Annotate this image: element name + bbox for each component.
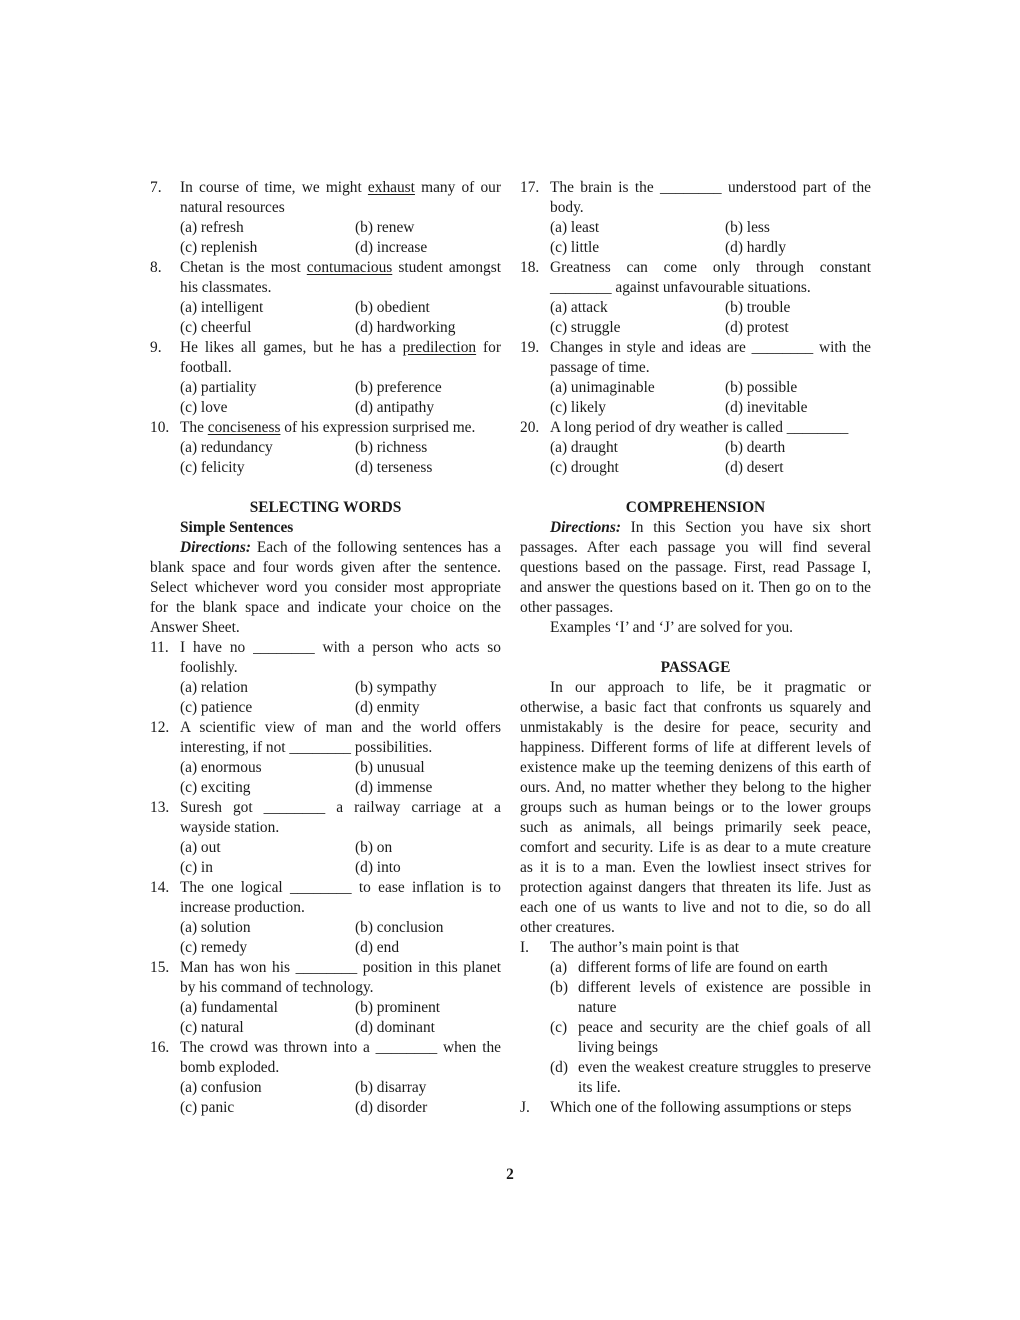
answer-options <box>180 838 501 878</box>
question-number: 13. <box>150 799 170 816</box>
answer-option: (c) panic <box>180 1099 235 1116</box>
underlined-word: predilection <box>402 339 477 356</box>
answer-option: (c) likely <box>550 399 606 416</box>
question-text <box>180 338 501 378</box>
underlined-word: conciseness <box>207 419 281 436</box>
answer-option: (a) out <box>180 839 221 856</box>
question-text <box>180 258 501 298</box>
answer-options <box>550 298 871 338</box>
answer-option: (c) patience <box>180 699 253 716</box>
question-item <box>150 338 501 418</box>
section-title: COMPREHENSION <box>625 499 766 516</box>
question-item <box>150 1038 501 1118</box>
answer-option: (a) partiality <box>180 379 257 396</box>
question-text-before: The one logical ________ to ease inflation is to increase production. <box>180 879 501 916</box>
section-title: SELECTING WORDS <box>249 499 402 516</box>
question-number: I. <box>520 939 529 956</box>
question-text <box>550 178 871 218</box>
question-text-after: of his expression surprised me. <box>280 419 476 436</box>
question-text-before: He likes all games, but he has a <box>180 339 403 356</box>
question-text-after: student amongst his classmates. <box>180 259 501 296</box>
question-text <box>180 798 501 838</box>
passage-text: In our approach to life, be it pragmatic or otherwise, a basic fact that confronts us squarely and unmistakably is the desire for peace, security and happiness. Different forms of life at different levels of existence make up the teeming denizens of this earth of ours. And, no matter whether they belong to the higher groups such as human beings or to the lower groups such as animals, all beings primarily seek peace, comfort and security. Life is as dear to a mute creature as it is to a man. Even the lowliest insect strives for protection against dangers that threaten its life. Just as each one of us wants to live and not to die, so do all other creatures. <box>520 679 871 936</box>
answer-option: (d) immense <box>355 779 433 796</box>
answer-option: (b) dearth <box>725 439 786 456</box>
directions-paragraph <box>520 518 871 618</box>
question-text-before: The brain is the ________ understood part of the body. <box>550 179 871 216</box>
option-label: (a) <box>550 959 568 976</box>
question-text <box>180 418 501 438</box>
question-number: 12. <box>150 719 170 736</box>
question-text-after: many of our natural resources <box>180 179 501 216</box>
question-text-before: The crowd was thrown into a ________ when the bomb exploded. <box>180 1039 501 1076</box>
answer-option: (c) remedy <box>180 939 248 956</box>
question-number: 15. <box>150 959 170 976</box>
answer-option <box>550 1018 871 1058</box>
answer-options <box>550 438 871 478</box>
answer-option: (d) disorder <box>355 1099 428 1116</box>
answer-option: (d) into <box>355 859 401 876</box>
page-number: 2 <box>506 1166 514 1183</box>
question-list <box>520 178 871 478</box>
option-label: (d) <box>550 1059 568 1076</box>
answer-option: (d) end <box>355 939 400 956</box>
question-item <box>520 338 871 418</box>
answer-option: (d) hardworking <box>355 319 456 336</box>
directions-label: Directions: <box>550 519 621 536</box>
question-text <box>180 638 501 678</box>
answer-option: (d) inevitable <box>725 399 808 416</box>
answer-option: (d) terseness <box>355 459 433 476</box>
answer-options <box>550 378 871 418</box>
answer-option: (a) intelligent <box>180 299 264 316</box>
question-number: 14. <box>150 879 170 896</box>
option-text: different levels of existence are possible in nature <box>578 979 871 1016</box>
question-text <box>550 418 871 438</box>
question-item <box>150 878 501 958</box>
answer-options <box>180 678 501 718</box>
answer-option: (b) conclusion <box>355 919 444 936</box>
answer-option: (a) confusion <box>180 1079 262 1096</box>
directions-label: Directions: <box>180 539 251 556</box>
answer-option: (a) fundamental <box>180 999 278 1016</box>
answer-options <box>180 918 501 958</box>
question-text-before: In course of time, we might <box>180 179 368 196</box>
question-text-before: The <box>180 419 208 436</box>
answer-option <box>550 1058 871 1098</box>
question-number: 17. <box>520 179 540 196</box>
directions-text: In this Section you have six short passages. After each passage you will find several questions based on the passage. First, read Passage I, and answer the questions based on it. Then go on to the other passages. <box>520 519 871 616</box>
answer-option: (c) natural <box>180 1019 244 1036</box>
answer-option: (a) redundancy <box>180 439 273 456</box>
question-number: 18. <box>520 259 540 276</box>
answer-option: (c) little <box>550 239 600 256</box>
question-text <box>180 1038 501 1078</box>
example-question-i <box>520 938 871 1098</box>
answer-option: (d) increase <box>355 239 428 256</box>
answer-option: (b) unusual <box>355 759 425 776</box>
question-text-before: A long period of dry weather is called ________ <box>550 419 849 436</box>
answer-option: (b) less <box>725 219 770 236</box>
question-number: 9. <box>150 339 162 356</box>
answer-options <box>180 1078 501 1118</box>
answer-option: (d) desert <box>725 459 784 476</box>
question-text <box>180 958 501 998</box>
answer-option: (b) sympathy <box>355 679 437 696</box>
answer-options <box>180 758 501 798</box>
question-item <box>520 178 871 258</box>
option-text: peace and security are the chief goals of all living beings <box>578 1019 871 1056</box>
answer-option: (a) unimaginable <box>550 379 655 396</box>
answer-option: (b) possible <box>725 379 798 396</box>
question-text-before: Greatness can come only through constant ________ against unfavourable situations. <box>550 259 871 296</box>
question-text: The author’s main point is that <box>550 939 740 956</box>
option-label: (c) <box>550 1019 568 1036</box>
question-number: 20. <box>520 419 540 436</box>
question-text-before: I have no ________ with a person who acts so foolishly. <box>180 639 501 676</box>
answer-option: (a) refresh <box>180 219 244 236</box>
subsection-title: Simple Sentences <box>180 519 294 536</box>
question-item <box>150 798 501 878</box>
question-item <box>150 638 501 718</box>
question-item <box>150 958 501 1038</box>
question-item <box>150 178 501 258</box>
answer-option: (c) felicity <box>180 459 245 476</box>
directions-paragraph <box>150 538 501 638</box>
passage-title: PASSAGE <box>660 659 731 676</box>
question-text-before: Suresh got ________ a railway carriage at a wayside station. <box>180 799 501 836</box>
answer-option <box>550 958 871 978</box>
question-number: 16. <box>150 1039 170 1056</box>
question-list <box>150 638 501 1118</box>
question-list <box>150 178 501 478</box>
answer-options <box>180 298 501 338</box>
answer-option: (c) replenish <box>180 239 258 256</box>
question-number: J. <box>520 1099 530 1116</box>
question-text-after: for football. <box>180 339 501 376</box>
answer-option: (b) richness <box>355 439 428 456</box>
answer-option: (a) attack <box>550 299 608 316</box>
answer-option: (b) renew <box>355 219 415 236</box>
question-text-before: Chetan is the most <box>180 259 307 276</box>
directions-text: Each of the following sentences has a blank space and four words given after the sentence. Select whichever word you consider most appropriate for the blank space and indicate your choice on the Answer Sheet. <box>150 539 501 636</box>
examples-note: Examples ‘I’ and ‘J’ are solved for you. <box>550 619 794 636</box>
question-text <box>180 178 501 218</box>
answer-option: (c) love <box>180 399 228 416</box>
answer-option: (b) prominent <box>355 999 441 1016</box>
underlined-word: contumacious <box>306 259 393 276</box>
question-text-before: Changes in style and ideas are ________ with the passage of time. <box>550 339 871 376</box>
answer-option: (c) in <box>180 859 213 876</box>
question-text <box>180 878 501 918</box>
answer-option: (a) draught <box>550 439 618 456</box>
example-question-j <box>520 1098 871 1118</box>
answer-options <box>180 998 501 1038</box>
answer-options <box>180 438 501 478</box>
question-number: 19. <box>520 339 540 356</box>
option-text: even the weakest creature struggles to preserve its life. <box>578 1059 871 1096</box>
question-number: 11. <box>150 639 169 656</box>
question-text: Which one of the following assumptions or steps <box>550 1099 852 1116</box>
answer-option: (b) trouble <box>725 299 791 316</box>
answer-options <box>180 218 501 258</box>
option-label: (b) <box>550 979 568 996</box>
right-column <box>520 178 871 1118</box>
answer-option: (c) cheerful <box>180 319 252 336</box>
question-text <box>180 718 501 758</box>
answer-option: (a) relation <box>180 679 248 696</box>
question-item <box>150 418 501 478</box>
answer-option: (b) preference <box>355 379 442 396</box>
option-text: different forms of life are found on earth <box>578 959 828 976</box>
answer-option: (c) drought <box>550 459 619 476</box>
question-item <box>150 718 501 798</box>
answer-option: (b) obedient <box>355 299 430 316</box>
answer-option: (d) dominant <box>355 1019 435 1036</box>
question-item <box>150 258 501 338</box>
answer-option: (d) enmity <box>355 699 420 716</box>
question-item <box>520 258 871 338</box>
answer-options <box>180 378 501 418</box>
left-column <box>150 178 501 1118</box>
question-text <box>550 258 871 298</box>
answer-option <box>550 978 871 1018</box>
answer-option: (d) protest <box>725 319 789 336</box>
question-number: 8. <box>150 259 162 276</box>
answer-option: (a) solution <box>180 919 251 936</box>
answer-option: (a) least <box>550 219 600 236</box>
question-item <box>520 418 871 478</box>
answer-options <box>550 218 871 258</box>
question-number: 10. <box>150 419 170 436</box>
question-text <box>550 338 871 378</box>
answer-option: (b) on <box>355 839 393 856</box>
answer-option: (d) hardly <box>725 239 787 256</box>
answer-option: (a) enormous <box>180 759 262 776</box>
answer-option: (c) struggle <box>550 319 621 336</box>
question-number: 7. <box>150 179 162 196</box>
question-text-before: A scientific view of man and the world offers interesting, if not ________ possibilities. <box>180 719 501 756</box>
answer-option: (d) antipathy <box>355 399 435 416</box>
underlined-word: exhaust <box>367 179 415 196</box>
answer-option: (c) exciting <box>180 779 251 796</box>
answer-option: (b) disarray <box>355 1079 427 1096</box>
question-text-before: Man has won his ________ position in this planet by his command of technology. <box>180 959 501 996</box>
